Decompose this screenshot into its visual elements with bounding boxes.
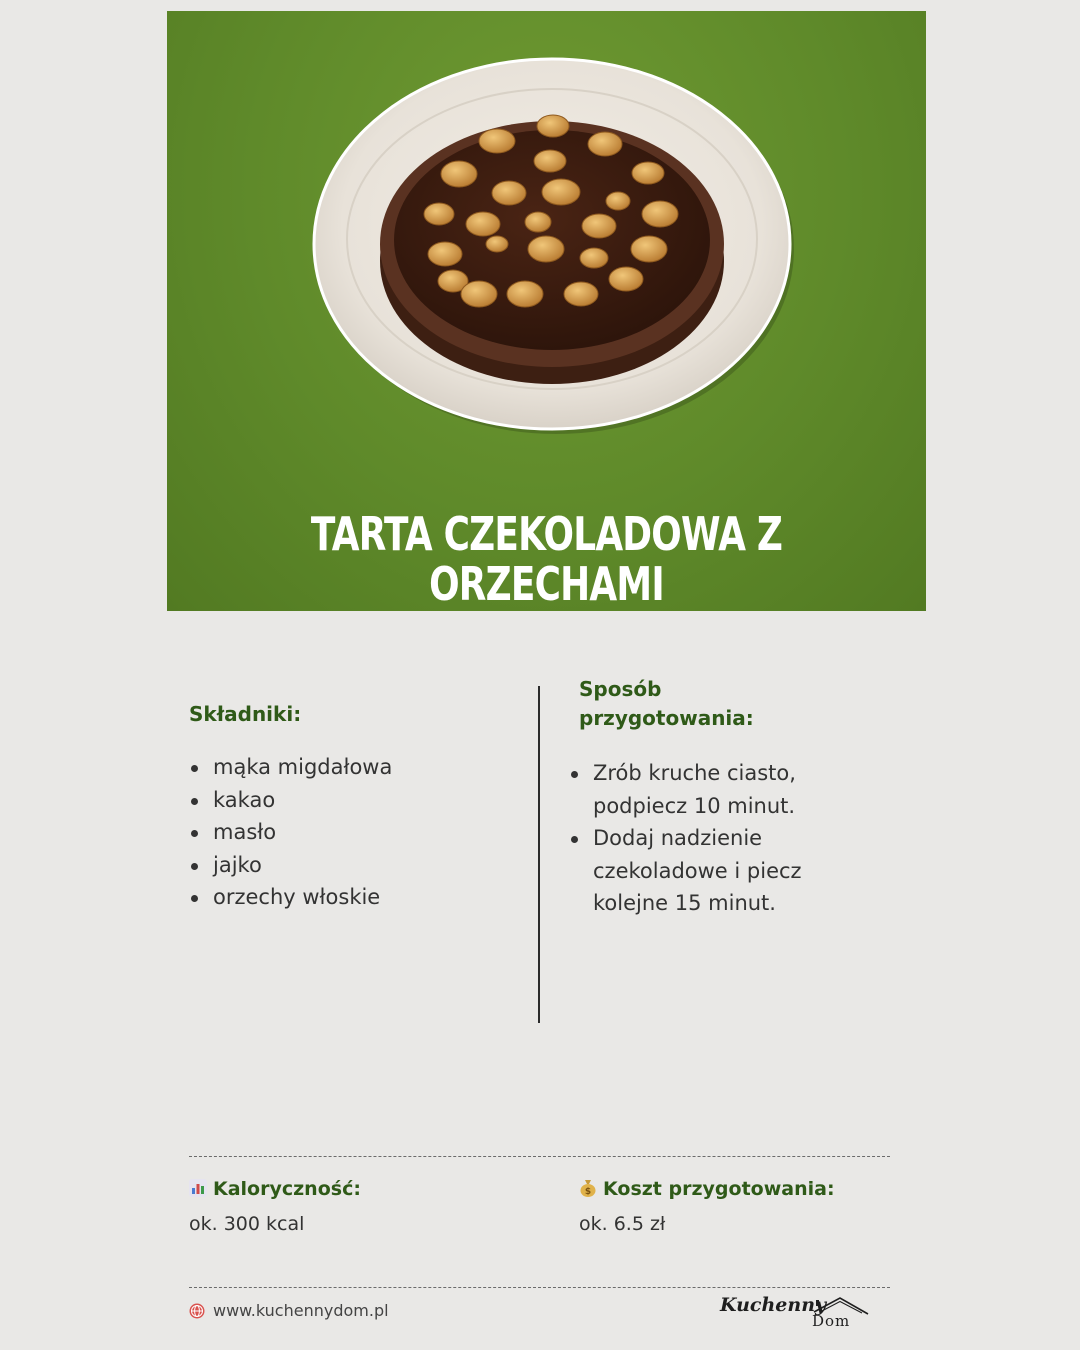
recipe-title-line1: TARTA CZEKOLADOWA Z [310, 507, 783, 561]
recipe-title [250, 509, 842, 609]
method-step-1-line1: Zrób kruche ciasto, [593, 761, 796, 785]
method-step-2-line1: Dodaj nadzienie [593, 826, 763, 850]
method-step [569, 822, 889, 920]
kuchenny-dom-logo [716, 1292, 876, 1336]
ingredients-heading: Składniki: [189, 702, 302, 726]
method-step-2-line3: kolejne 15 minut. [593, 891, 776, 915]
cost-label-text: Koszt przygotowania: [603, 1178, 835, 1200]
logo-word-dom: Dom [812, 1312, 851, 1330]
method-heading-line2: przygotowania: [579, 706, 754, 730]
method-heading [579, 675, 754, 733]
method-step-2-line2: czekoladowe i piecz [593, 858, 802, 883]
svg-text:$: $ [584, 1187, 592, 1197]
ingredient-item: masło [189, 816, 519, 849]
ingredients-list [189, 751, 519, 914]
logo-word-kuchenny: Kuchenny [720, 1294, 827, 1316]
method-step [569, 757, 889, 822]
cost-label [579, 1176, 835, 1202]
calories-value: ok. 300 kcal [189, 1213, 305, 1235]
ingredient-item: orzechy włoskie [189, 881, 519, 914]
ingredient-item: mąka migdałowa [189, 751, 519, 784]
website-url[interactable]: www.kuchennydom.pl [213, 1301, 389, 1320]
calories-label-text: Kaloryczność: [213, 1178, 361, 1200]
ingredient-item: kakao [189, 784, 519, 817]
recipe-title-line2: ORZECHAMI [429, 557, 664, 611]
money-bag-icon [579, 1179, 597, 1197]
calories-label [189, 1176, 361, 1202]
cost-value: ok. 6.5 zł [579, 1213, 666, 1235]
column-divider [538, 686, 540, 1023]
ingredient-item: jajko [189, 849, 519, 882]
globe-icon [189, 1303, 205, 1319]
dashed-separator-top [189, 1156, 890, 1157]
method-step-1-line2: podpiecz 10 minut. [593, 793, 796, 818]
method-steps-list [569, 757, 889, 920]
method-heading-line1: Sposób [579, 677, 662, 701]
hero-banner [167, 11, 926, 611]
bar-chart-icon [189, 1179, 207, 1197]
dashed-separator-bottom [189, 1287, 890, 1288]
website-link[interactable] [189, 1301, 389, 1321]
